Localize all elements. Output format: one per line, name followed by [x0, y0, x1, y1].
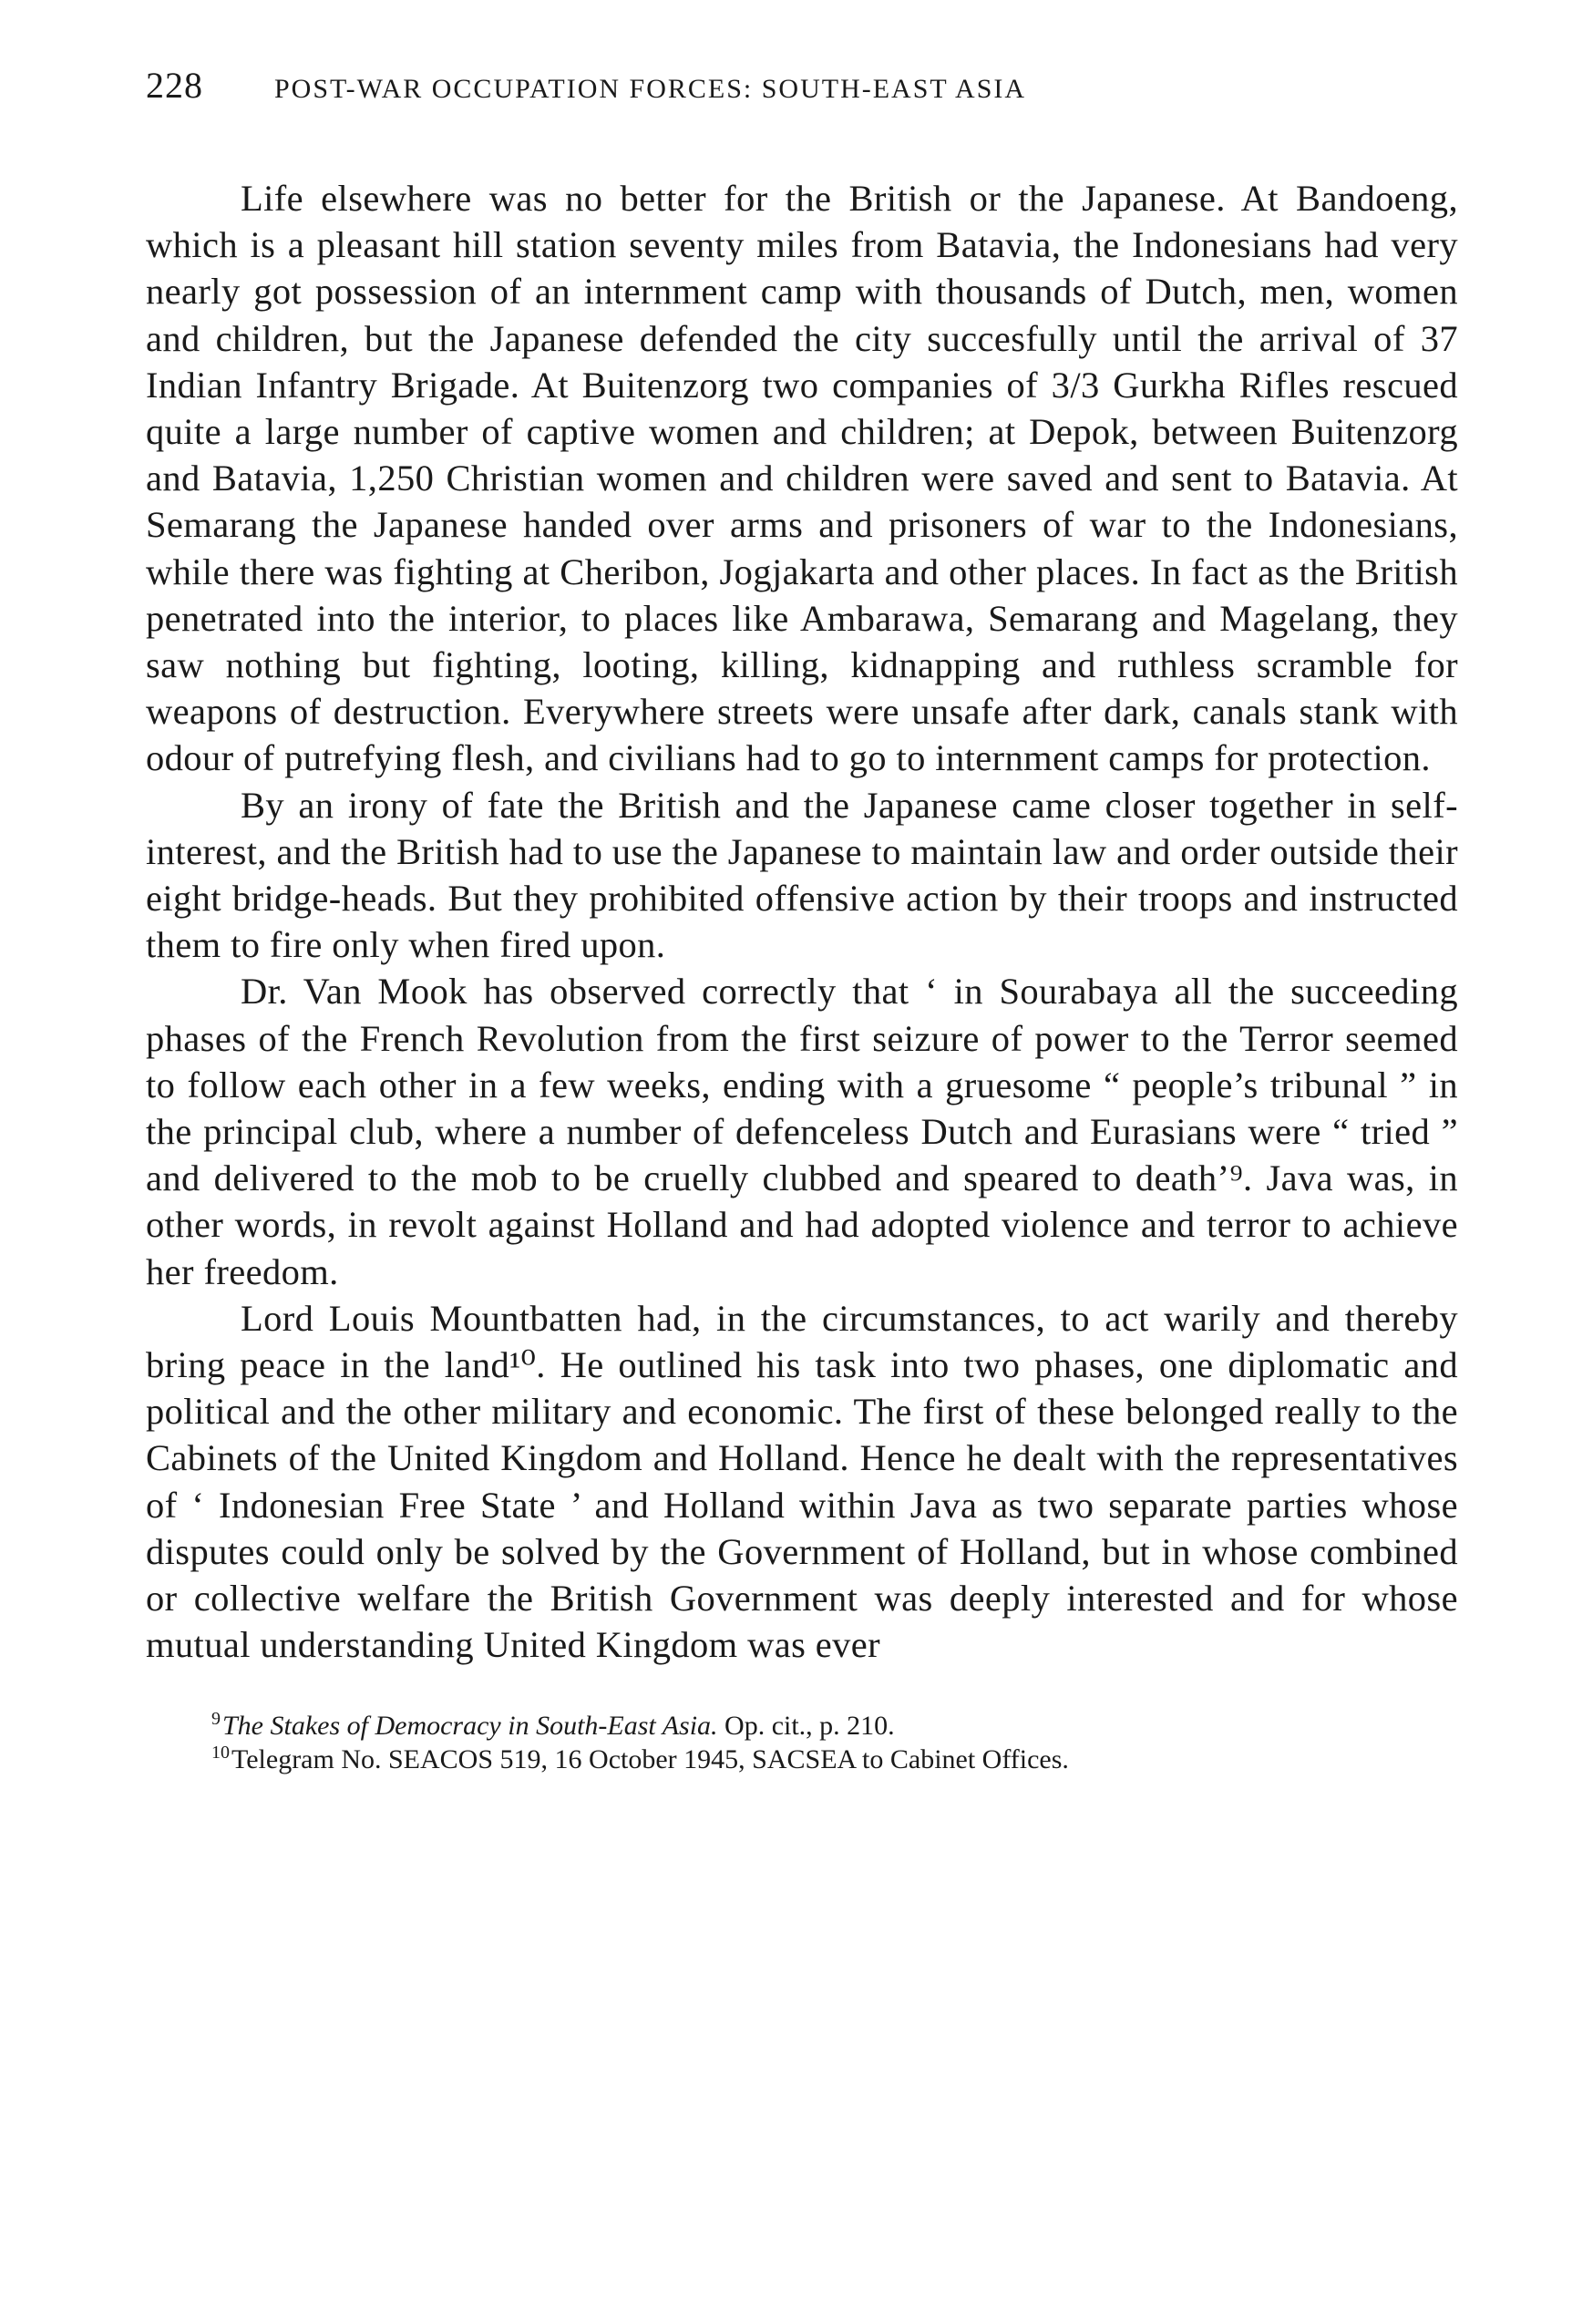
paragraph: By an irony of fate the British and the Japanese came closer together in self-interest, and the British had to use the Japanese to maintain law and order outside their eight bridge-heads. But they prohibited offensive action by their troops and instructed them to fire only when fired upon. [146, 784, 1458, 966]
footnote-source-title: The Stakes of Democracy in South-East Asia. [222, 1710, 718, 1741]
body-text [146, 175, 1458, 1669]
footnote-10 [211, 1743, 1458, 1776]
running-head [146, 64, 1458, 128]
footnote-text: Op. cit., p. 210. [717, 1710, 895, 1741]
running-title: POST-WAR OCCUPATION FORCES: SOUTH-EAST ASIA [274, 74, 1027, 104]
paragraph: Lord Louis Mountbatten had, in the circumstances, to act warily and thereby bring peace in the land¹⁰. He outlined his task into two phases, one diplomatic and political and the other military and economic. The first of these belonged really to the Cabinets of the United Kingdom and Holland. Hence he dealt with the representatives of ‘ Indonesian Free State ’ and Holland within Java as two separate parties whose disputes could only be solved by the Government of Holland, but in whose combined or collective welfare the British Government was deeply interested and for whose mutual understanding United Kingdom was ever [146, 1297, 1458, 1666]
book-page [146, 64, 1458, 1776]
paragraph: Dr. Van Mook has observed correctly that ‘ in Sourabaya all the succeeding phases of the French Revolution from the first seizure of power to the Terror seemed to follow each other in a few weeks, ending with a gruesome “ people’s tribunal ” in the principal club, where a number of defenceless Dutch and Eurasians were “ tried ” and delivered to the mob to be cruelly clubbed and speared to death’⁹. Java was, in other words, in revolt against Holland and had adopted violence and terror to achieve her freedom. [146, 971, 1458, 1292]
footnotes [146, 1709, 1458, 1776]
footnote-text: Telegram No. SEACOS 519, 16 October 1945, SACSEA to Cabinet Offices. [231, 1743, 1069, 1774]
page-number: 228 [146, 65, 203, 106]
footnote-marker: 10 [211, 1742, 230, 1763]
footnote-marker: 9 [211, 1708, 221, 1729]
footnote-9 [211, 1709, 1458, 1743]
paragraph: Life elsewhere was no better for the British or the Japanese. At Bandoeng, which is a pleasant hill station seventy miles from Batavia, the Indonesians had very nearly got possession of an internment camp with thousands of Dutch, men, women and children, but the Japanese defended the city succesfully until the arrival of 37 Indian Infantry Brigade. At Buitenzorg two companies of 3/3 Gurkha Rifles rescued quite a large number of captive women and children; at Depok, between Buitenzorg and Batavia, 1,250 Christian women and children were saved and sent to Batavia. At Semarang the Japanese handed over arms and prisoners of war to the Indonesians, while there was fighting at Cheribon, Jogjakarta and other places. In fact as the British penetrated into the interior, to places like Ambarawa, Semarang and Magelang, they saw nothing but fighting, looting, killing, kidnapping and ruthless scramble for weapons of destruction. Everywhere streets were unsafe after dark, canals stank with odour of putrefying flesh, and civilians had to go to internment camps for protection. [146, 178, 1458, 779]
